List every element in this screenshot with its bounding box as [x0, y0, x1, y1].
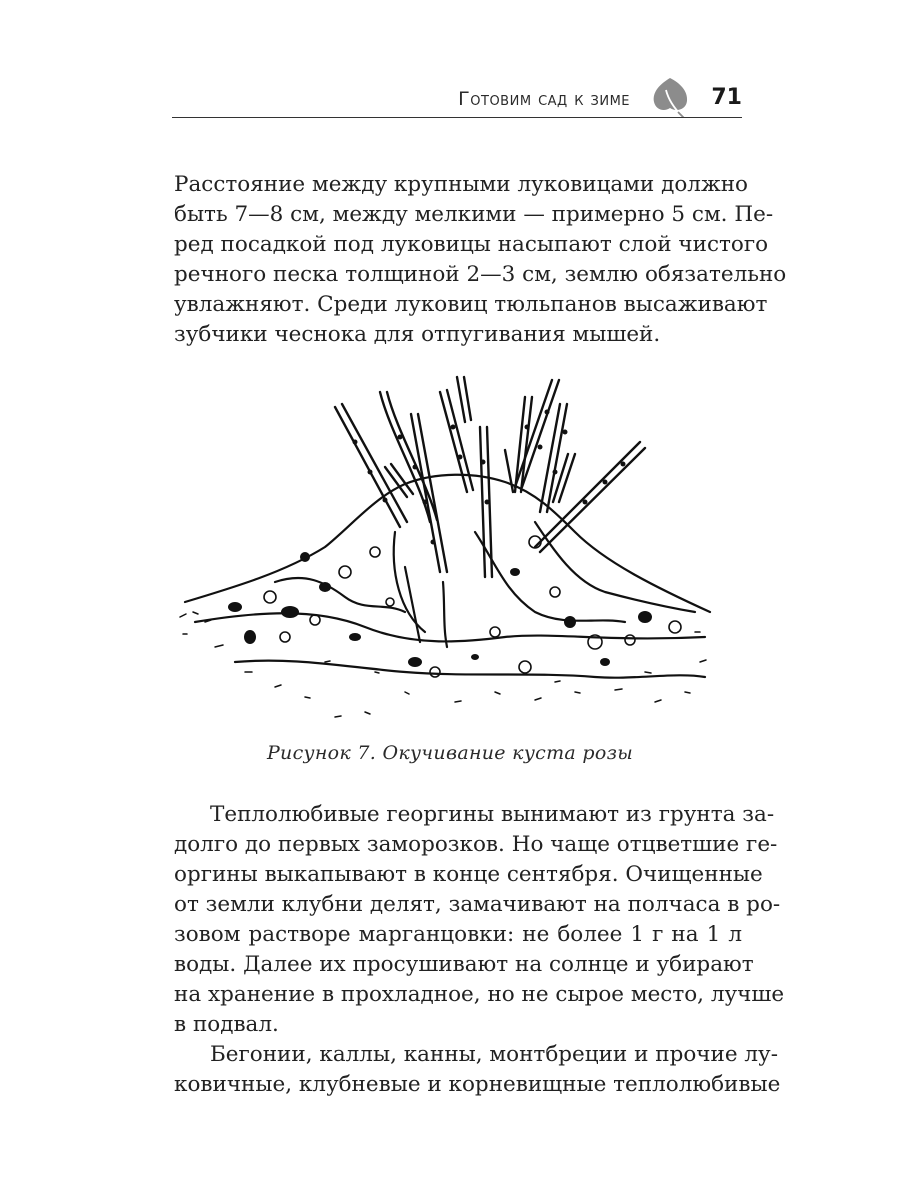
text-line: долго до первых заморозков. Но чаще отцветшие ге-: [174, 832, 778, 857]
header-rule: [172, 117, 742, 118]
text-line: быть 7—8 см, между мелкими — примерно 5 см. Пе-: [174, 202, 774, 227]
text-line: оргины выкапывают в конце сентября. Очищенные: [174, 862, 763, 887]
text-line: речного песка толщиной 2—3 см, землю обязательно: [174, 262, 787, 287]
text-line: Теплолюбивые георгины вынимают из грунта за-: [210, 802, 775, 827]
paragraph-1: [174, 170, 787, 350]
text-line: зубчики чеснока для отпугивания мышей.: [174, 322, 661, 347]
paragraph-3: [174, 1040, 781, 1100]
text-line: увлажняют. Среди луковиц тюльпанов высаживают: [174, 292, 768, 317]
leaf-icon: [648, 74, 692, 118]
text-line: на хранение в прохладное, но не сырое место, лучше: [174, 982, 785, 1007]
running-header: [172, 70, 742, 118]
text-line: воды. Далее их просушивают на солнце и убирают: [174, 952, 754, 977]
rose-bush-illustration: [175, 372, 715, 732]
running-title: Готовим сад к зиме: [458, 88, 630, 110]
text-line: зовом растворе марганцовки: не более 1 г на 1 л: [174, 922, 742, 947]
text-line: в подвал.: [174, 1012, 279, 1037]
text-line: ковичные, клубневые и корневищные теплолюбивые: [174, 1072, 781, 1097]
text-line: от земли клубни делят, замачивают на полчаса в ро-: [174, 892, 781, 917]
page-number: 71: [711, 85, 742, 110]
text-line: Расстояние между крупными луковицами должно: [174, 172, 748, 197]
paragraph-2: [174, 800, 785, 1040]
text-line: Бегонии, каллы, канны, монтбреции и прочие лу-: [210, 1042, 778, 1067]
text-line: ред посадкой под луковицы насыпают слой чистого: [174, 232, 769, 257]
figure-caption: Рисунок 7. Окучивание куста розы: [266, 742, 634, 764]
